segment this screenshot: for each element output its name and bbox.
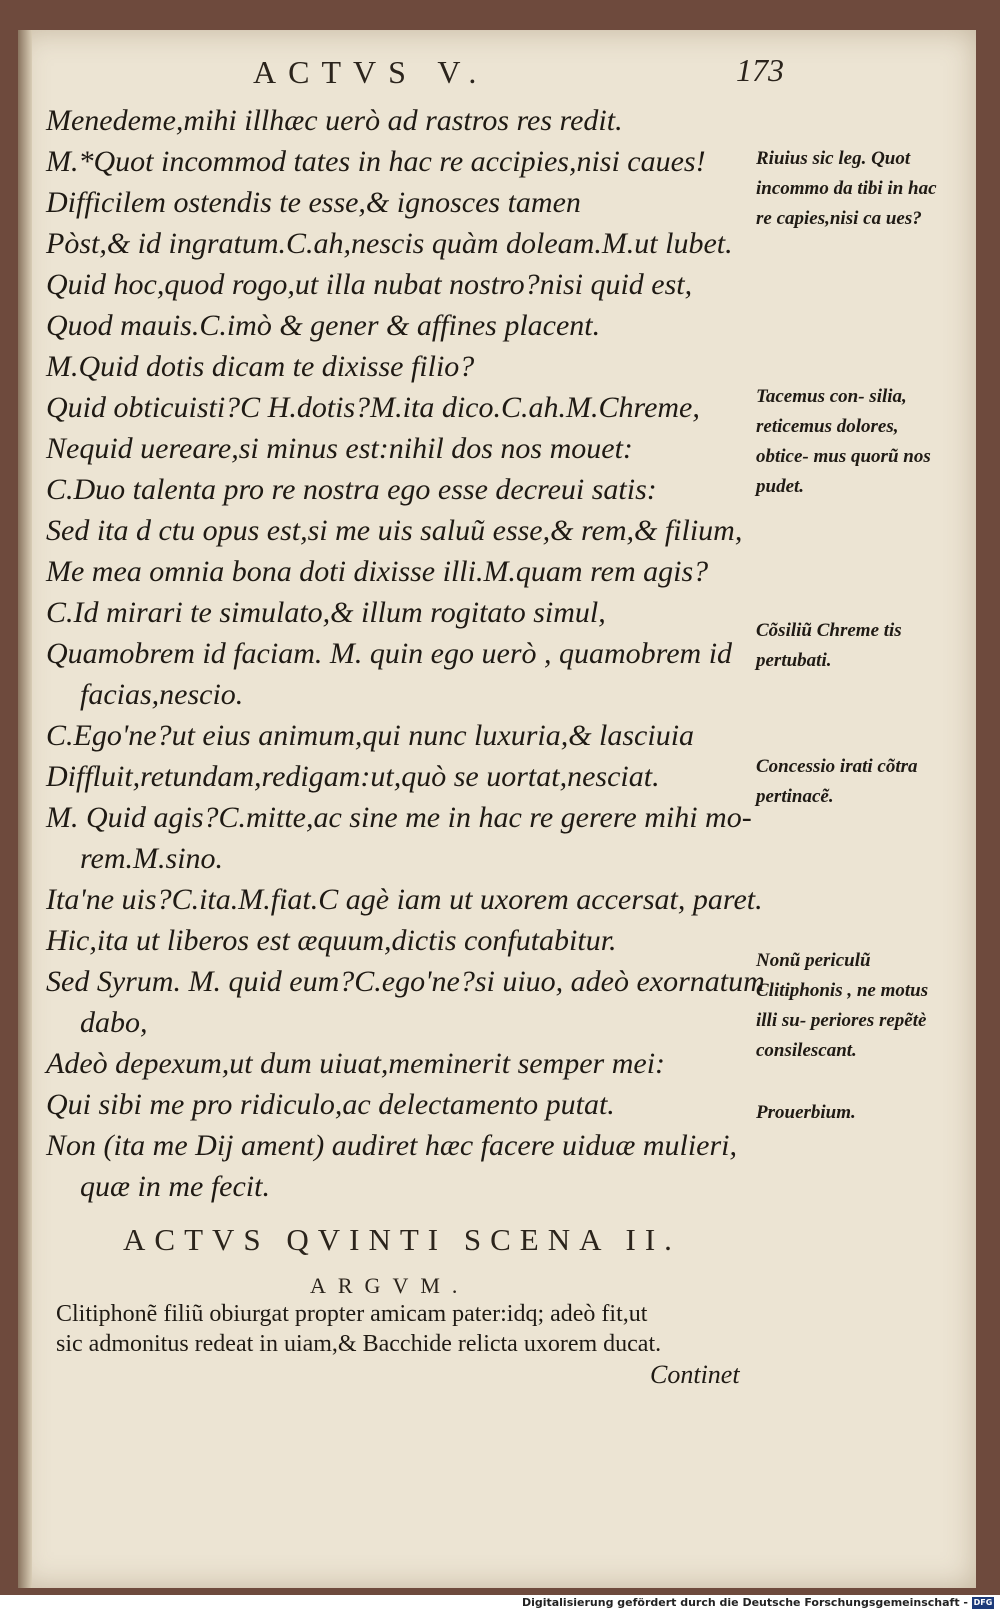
marginal-gloss: Cõsiliũ Chreme tis pertubati. — [756, 620, 902, 671]
catchword: Continet — [650, 1360, 740, 1389]
verse-line: Qui sibi me pro ridiculo,ac delectamento putat. — [46, 1088, 615, 1121]
verse-line: Hic,ita ut liberos est æquum,dictis confutabitur. — [46, 924, 617, 957]
verse-line: Quamobrem id faciam. M. quin ego uerò , quamobrem id — [46, 637, 733, 670]
verse-line: Non (ita me Dij ament) audiret hæc facere uiduæ mulieri, — [46, 1129, 738, 1162]
argument-line: Clitiphonẽ filiũ obiurgat propter amicam pater:idq; adeò fit,ut — [56, 1301, 648, 1327]
book-page — [18, 30, 976, 1588]
scene-heading: ACTVS QVINTI SCENA II. — [123, 1222, 681, 1257]
verse-line: quæ in me fecit. — [80, 1170, 270, 1203]
verse-line: Diffluit,retundam,redigam:ut,quò se uortat,nesciat. — [46, 760, 660, 793]
marginal-gloss: Nonũ periculũ Clitiphonis , ne motus illi su- periores repẽtè consilescant. — [756, 950, 929, 1061]
verse-line: C.Id mirari te simulato,& illum rogitato simul, — [46, 596, 606, 629]
verse-line: M.Quid dotis dicam te dixisse filio? — [46, 350, 475, 383]
verse-line: dabo, — [80, 1006, 148, 1039]
marginal-gloss: Prouerbium. — [756, 1102, 856, 1123]
verse-line: facias,nescio. — [80, 678, 244, 711]
marginal-gloss: Tacemus con- silia, reticemus dolores, obtice- mus quorũ nos pudet. — [756, 386, 931, 497]
verse-line: Pòst,& id ingratum.C.ah,nescis quàm doleam.M.ut lubet. — [46, 227, 733, 260]
footer-credit: Digitalisierung gefördert durch die Deutsche Forschungsgemeinschaft - — [521, 1596, 968, 1609]
dfg-logo-icon: DFG — [973, 1598, 993, 1607]
folio-number: 173 — [736, 52, 784, 88]
running-head: ACTVS V. — [253, 54, 489, 90]
verse-line: C.Ego'ne?ut eius animum,qui nunc luxuria,& lasciuia — [46, 719, 695, 752]
verse-line: Menedeme,mihi illhæc uerò ad rastros res redit. — [46, 104, 623, 137]
verse-line: Me mea omnia bona doti dixisse illi.M.quam rem agis? — [46, 555, 709, 588]
verse-line: Nequid uereare,si minus est:nihil dos nos mouet: — [46, 432, 633, 465]
verse-line: Quod mauis.C.imò & gener & affines placent. — [46, 309, 601, 342]
verse-line: M. Quid agis?C.mitte,ac sine me in hac re gerere mihi mo- — [46, 801, 752, 834]
verse-line: Quid obticuisti?C H.dotis?M.ita dico.C.ah.M.Chreme, — [46, 391, 700, 424]
verse-line: M.*Quot incommod tates in hac re accipies,nisi caues! — [46, 145, 706, 178]
verse-line: rem.M.sino. — [80, 842, 224, 875]
verse-line: Quid hoc,quod rogo,ut illa nubat nostro?nisi quid est, — [46, 268, 693, 301]
verse-line: Difficilem ostendis te esse,& ignosces tamen — [46, 186, 581, 219]
marginal-gloss: Concessio irati cõtra pertinacẽ. — [756, 756, 918, 807]
page-gutter-edge — [18, 30, 32, 1588]
argument-label: ARGVM. — [310, 1273, 470, 1298]
verse-line: C.Duo talenta pro re nostra ego esse decreui satis: — [46, 473, 657, 506]
digitization-footer — [0, 1595, 1000, 1613]
marginal-gloss: Riuius sic leg. Quot incommo da tibi in hac re capies,nisi ca ues? — [756, 148, 937, 229]
verse-line: Sed ita d ctu opus est,si me uis saluũ esse,& rem,& filium, — [46, 514, 743, 547]
verse-line: Sed Syrum. M. quid eum?C.ego'ne?si uiuo, adeò exornatum — [46, 965, 765, 998]
argument-line: sic admonitus redeat in uiam,& Bacchide relicta uxorem ducat. — [56, 1331, 662, 1357]
verse-line: Adeò depexum,ut dum uiuat,meminerit semper mei: — [46, 1047, 666, 1080]
verse-line: Ita'ne uis?C.ita.M.fiat.C agè iam ut uxorem accersat, paret. — [46, 883, 763, 916]
